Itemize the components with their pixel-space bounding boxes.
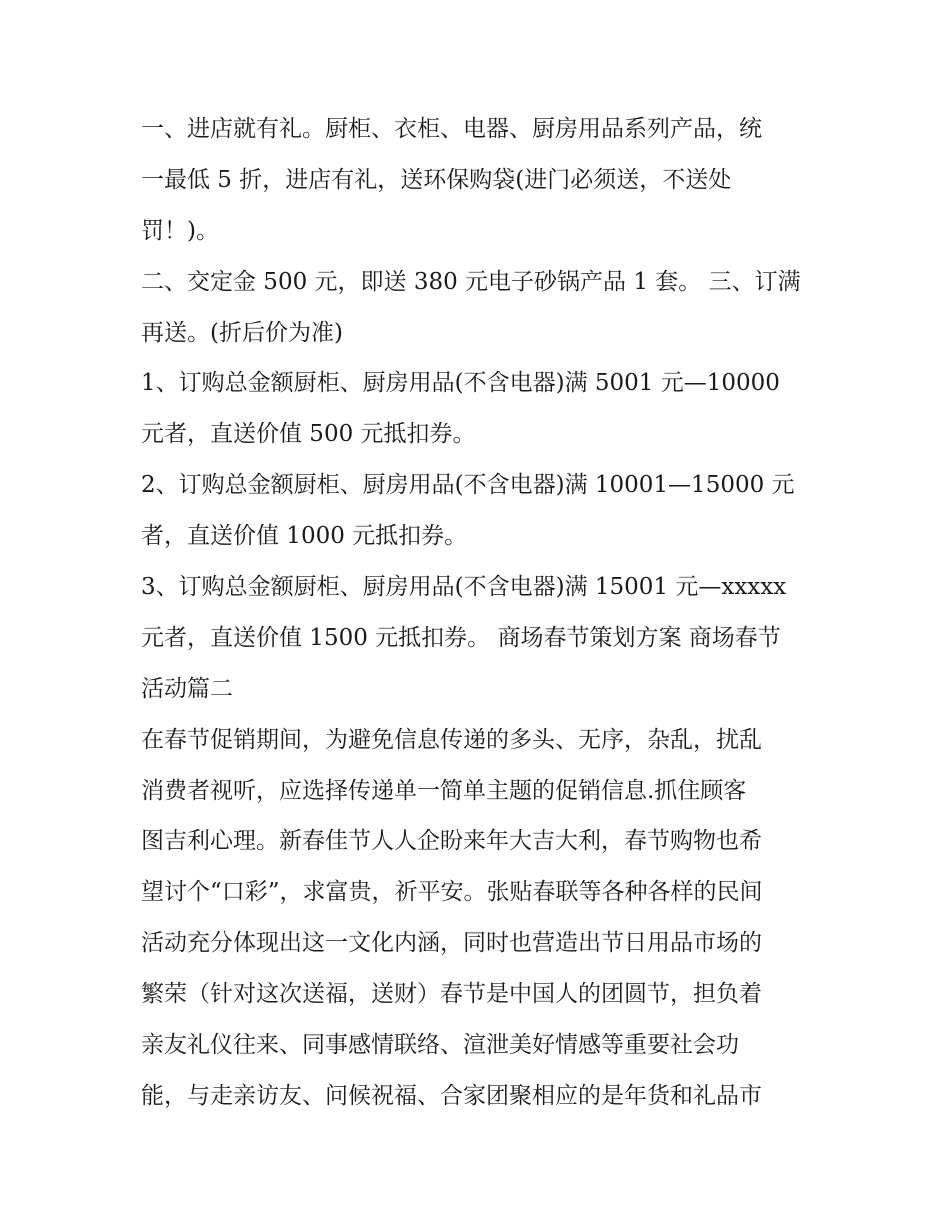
text-line: 罚！)。: [141, 217, 219, 244]
text-line: 在春节促销期间，为避免信息传递的多头、无序，杂乱，扰乱: [141, 726, 762, 753]
text-line: 再送。(折后价为准): [141, 319, 343, 346]
text-line: 消费者视听，应选择传递单一简单主题的促销信息.抓住顾客: [141, 777, 747, 804]
text-line: 活动篇二: [141, 675, 233, 702]
text-line: 3、订购总金额厨柜、厨房用品(不含电器)满 15001 元—xxxxx: [141, 574, 787, 601]
text-line: 繁荣（针对这次送福，送财）春节是中国人的团圆节，担负着: [141, 981, 762, 1008]
text-line: 望讨个“口彩”，求富贵，祈平安。张贴春联等各种各样的民间: [141, 879, 763, 906]
text-line: 图吉利心理。新春佳节人人企盼来年大吉大利，春节购物也希: [141, 828, 762, 855]
text-line: 二、交定金 500 元，即送 380 元电子砂锅产品 1 套。 三、订满: [141, 268, 801, 295]
text-line: 一、进店就有礼。厨柜、衣柜、电器、厨房用品系列产品，统: [141, 116, 762, 142]
text-line: 一最低 5 折，进店有礼，送环保购袋(进门必须送，不送处: [141, 166, 732, 193]
text-line: 元者，直送价值 1500 元抵扣券。 商场春节策划方案 商场春节: [141, 624, 781, 651]
text-line: 1、订购总金额厨柜、厨房用品(不含电器)满 5001 元—10000: [141, 370, 780, 397]
text-line: 者，直送价值 1000 元抵扣券。: [141, 523, 468, 550]
text-line: 元者，直送价值 500 元抵扣券。: [141, 421, 476, 448]
text-line: 亲友礼仪往来、同事感情联络、渲泄美好情感等重要社会功: [141, 1032, 739, 1059]
document-body: [141, 104, 821, 1122]
text-line: 活动充分体现出这一文化内涵，同时也营造出节日用品市场的: [141, 930, 762, 957]
text-line: 2、订购总金额厨柜、厨房用品(不含电器)满 10001—15000 元: [141, 472, 795, 499]
text-line: 能，与走亲访友、问候祝福、合家团聚相应的是年货和礼品市: [141, 1082, 762, 1109]
